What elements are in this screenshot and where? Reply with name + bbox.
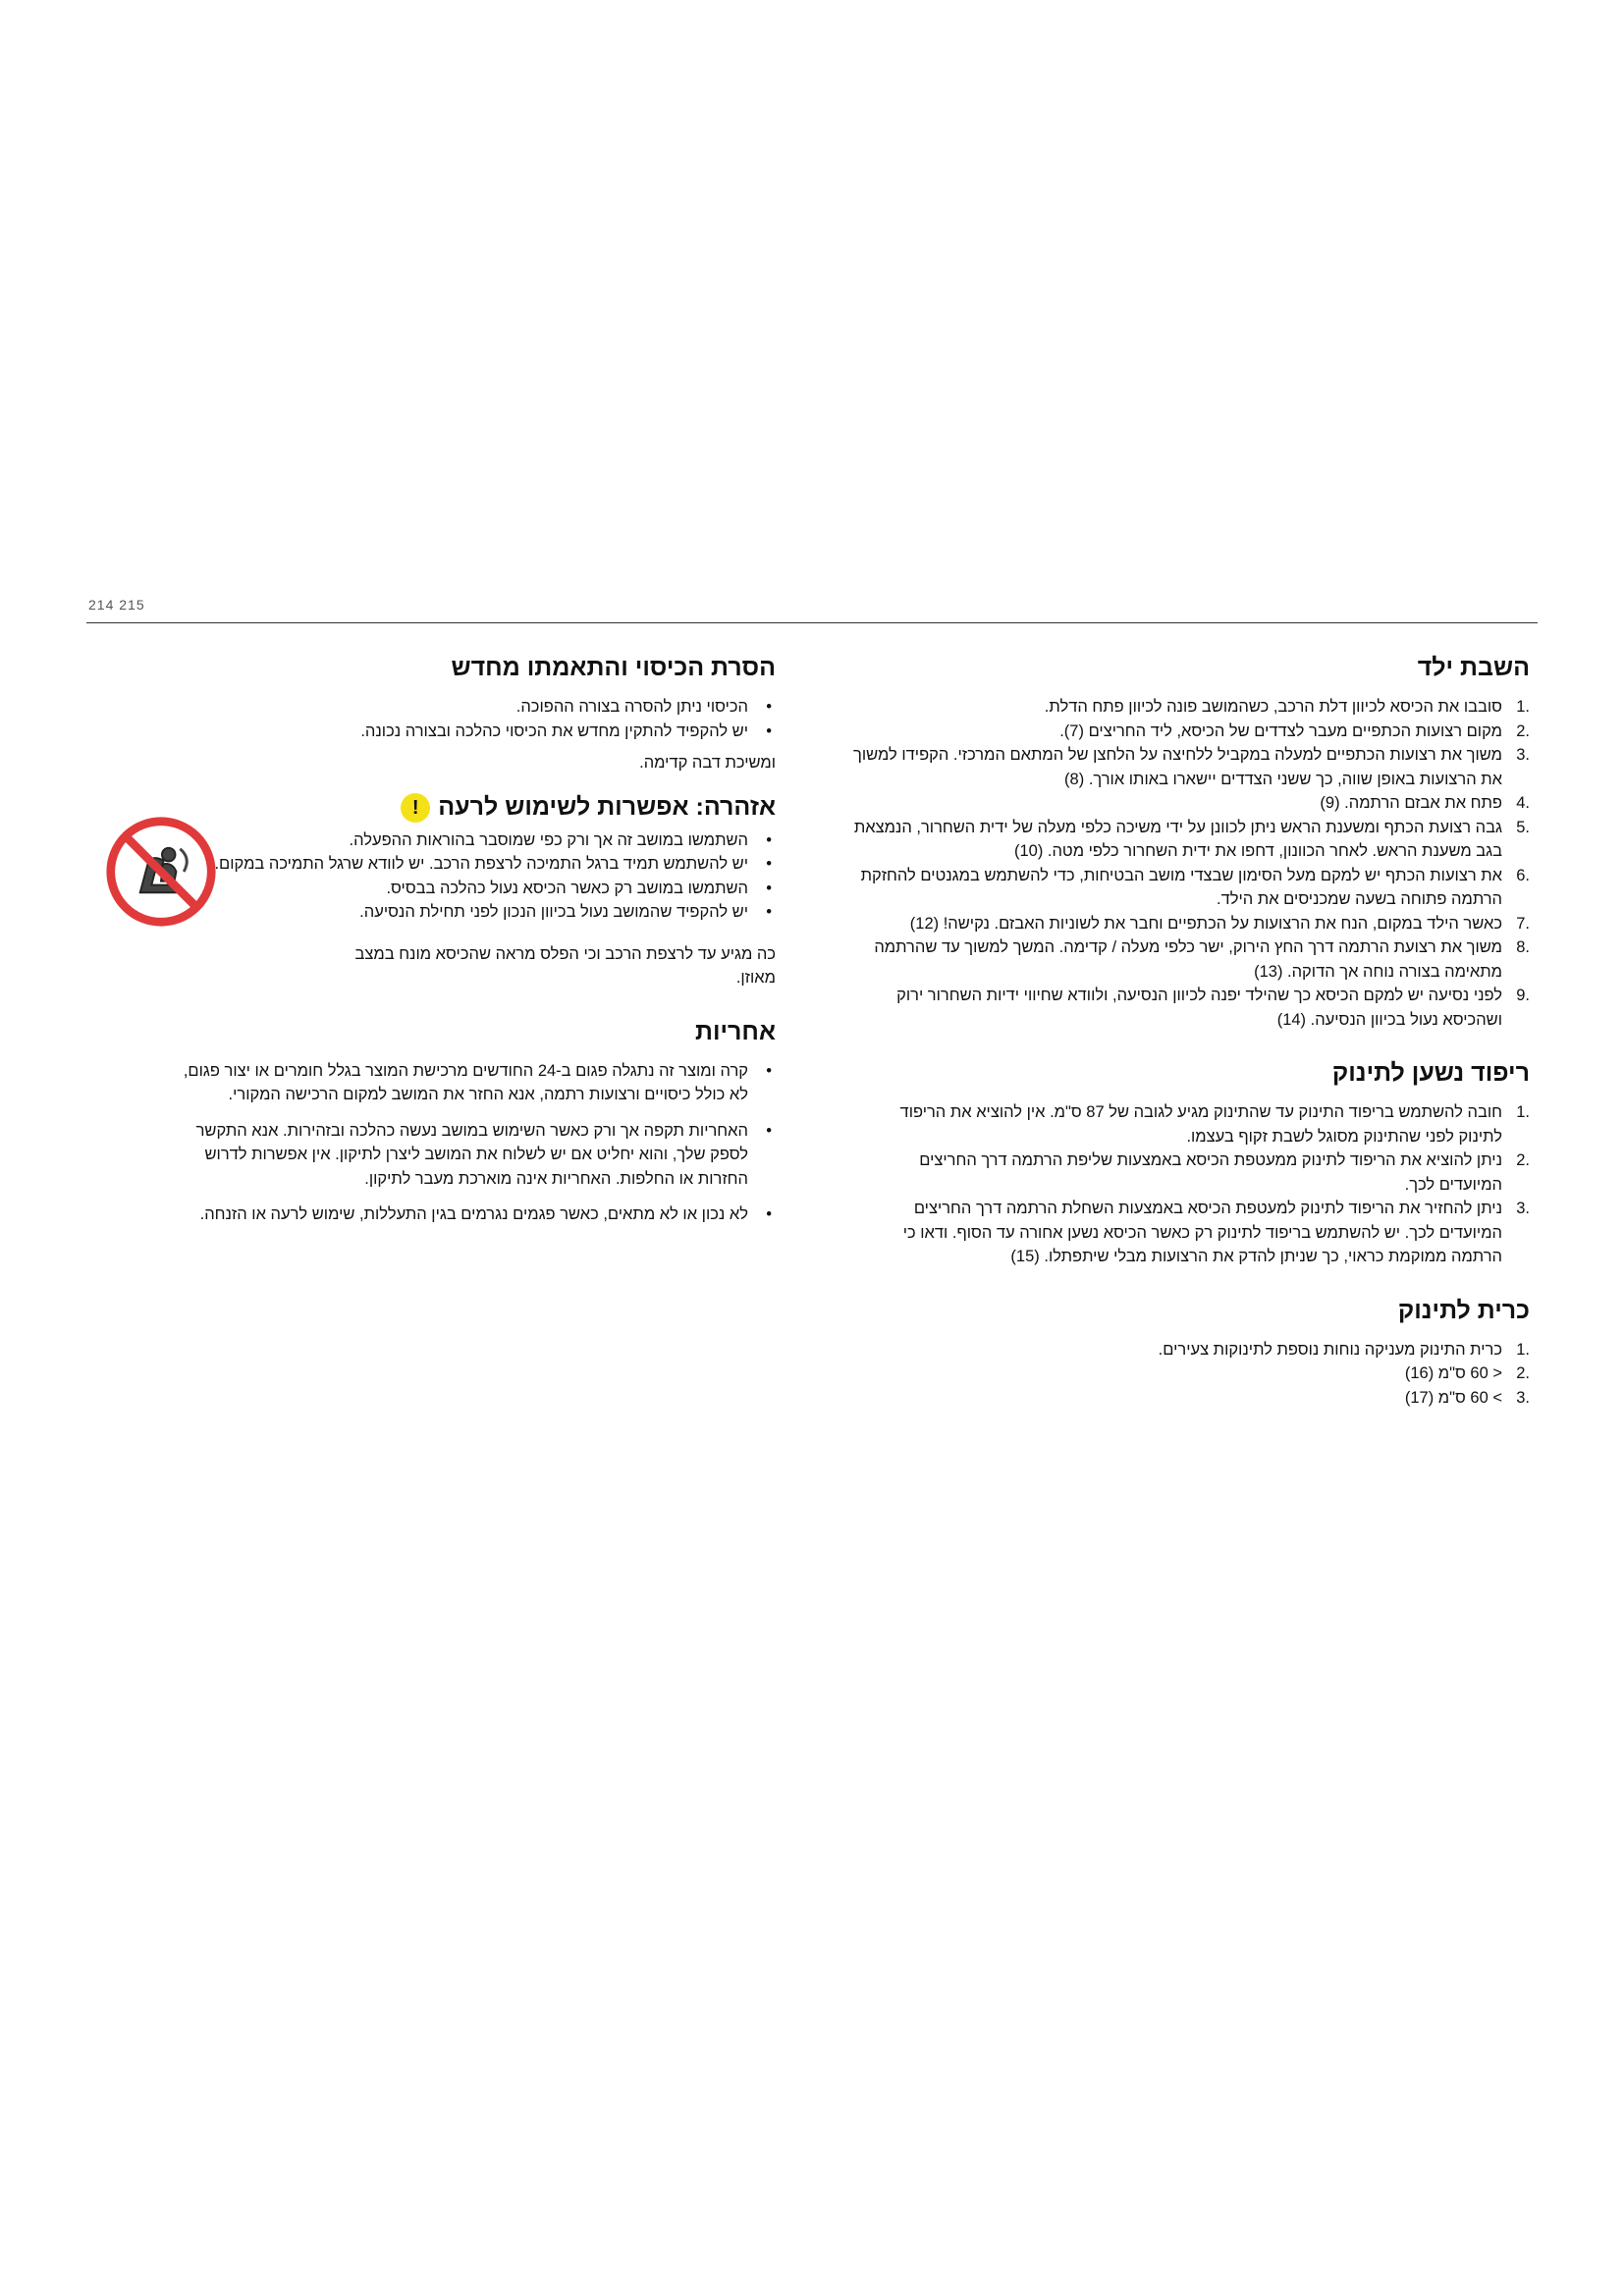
list-item: • האחריות תקפה אך ורק כאשר השימוש במושב נעשה כהלכה ובזהירות. אנא התקשר לספק שלך, והוא יחליט אם יש לשלוח את המושב ליצרן לתיקון. אין אפשרות לדרוש החזרות או החלפות. האחריות אינה מוארכת מעבר לתיקון. (195, 1121, 772, 1188)
section-cover-removal (167, 652, 776, 775)
list-item: .7 כאשר הילד במקום, הנח את הרצועות על הכתפיים וחבר את לשוניות האבזם. נקישה! (12) (909, 914, 1530, 933)
list-item: .1 סובבו את הכיסא לכיוון דלת הרכב, כשהמושב פונה לכיוון פתח הדלת. (1044, 698, 1530, 716)
list-item: .1 כרית התינוק מעניקה נוחות נוספת לתינוקות צעירים. (1158, 1340, 1530, 1359)
section-warning (167, 793, 776, 990)
list-item: • השתמשו במושב זה אך ורק כפי שמוסבר בהוראות ההפעלה. (349, 830, 772, 849)
left-column (167, 652, 776, 1227)
list-item: .1 חובה להשתמש בריפוד התינוק עד שהתינוק מגיע לגובה של 87 ס"מ. אין להוציא את הריפוד לתינוק לפני שהתינוק מסוגל לשבת זקוף בעצמו. (899, 1103, 1530, 1146)
section-seating-child (852, 652, 1530, 1032)
list-item: .3 משוך את רצועות הכתפיים למעלה במקביל ללחיצה על הלחצן של המתאם המרכזי. הקפידו למשוך את הרצועות באופן שווה, כך ששני הצדדים יישארו באותו אורך. (8) (853, 746, 1530, 788)
list-item: • הכיסוי ניתן להסרה בצורה ההפוכה. (515, 698, 772, 716)
list-item: .2 מקום רצועות הכתפיים מעבר לצדדים של הכיסא, ליד החריצים (7). (1059, 721, 1530, 740)
section-title: ריפוד נשען לתינוק (1331, 1059, 1530, 1087)
instruction-list (852, 1100, 1530, 1269)
list-item: .3 > 60 ס"מ (17) (1404, 1388, 1530, 1407)
warning-title: אזהרה: אפשרות לשימוש לרעה (438, 793, 776, 822)
bullet-list (167, 828, 776, 925)
list-item: .2 ניתן להוציא את הריפוד לתינוק ממעטפת הכיסא באמצעות שליפת הרתמה דרך החריצים המיועדים לכך. (919, 1151, 1530, 1194)
section-title: אחריות (695, 1017, 776, 1045)
instruction-list (852, 695, 1530, 1032)
warning-exclamation-icon: ! (401, 793, 430, 823)
list-item: • יש להקפיד שהמושב נעול בכיוון הנכון לפני תחילת הנסיעה. (359, 903, 772, 921)
section-infant-pillow (852, 1295, 1530, 1411)
section-title: הסרת הכיסוי והתאמתו מחדש (451, 654, 776, 681)
section-title: השבת ילד (1417, 654, 1530, 681)
list-item: • השתמשו במושב רק כאשר הכיסא נעול כהלכה בבסיס. (386, 879, 772, 897)
page-number: 214 215 (88, 597, 145, 613)
sign-caption: כה מגיע עד לרצפת הרכב וכי הפלס מראה שהכיסא מונח במצב מאוזן. (354, 944, 776, 987)
list-item: .9 לפני נסיעה יש למקם הכיסא כך שהילד יפנה לכיוון הנסיעה, ולוודא שחיווי ידיות השחרור ירוק ושהכיסא נעול בכיוון הנסיעה. (14) (896, 987, 1530, 1029)
bullet-list (167, 1059, 776, 1227)
list-item: .2 < 60 ס"מ (16) (1404, 1364, 1530, 1382)
warning-header (167, 793, 776, 823)
list-item: .8 משוך את רצועת הרתמה דרך החץ הירוק, ישר כלפי מעלה / קדימה. המשך למשוך עד שהרתמה מתאימה בצורה נוחה אך הדוקה. (13) (874, 938, 1530, 981)
section-infant-insert (852, 1057, 1530, 1269)
right-column (852, 652, 1530, 1410)
list-item: .4 פתח את אבזם הרתמה. (9) (1320, 794, 1530, 812)
list-item: .5 גבה רצועת הכתף ומשענת הראש ניתן לכוונן על ידי משיכה כלפי מעלה של ידית השחרור, הנמצאת בגב משענת הראש. לאחר הכוונון, דחפו את ידית השחרור כלפי מטה. (10) (853, 818, 1530, 860)
list-item: .6 את רצועות הכתף יש למקם מעל הסימון שבצדי מושב הבטיחות, כדי להשתמש במגנטים להחזקת הרתמה פתוחה בשעה שמכניסים את הילד. (860, 866, 1530, 908)
list-item: .3 ניתן להחזיר את הריפוד לתינוק למעטפת הכיסא באמצעות השחלת הרתמה דרך החריצים המיועדים לכך. יש להשתמש בריפוד לתינוק רק כאשר הכיסא נשען אחורה עד הסוף. ודאו כי הרתמה ממוקמת כראוי, כך שניתן להדק את הרצועות מבלי שיתפתלו. (15) (902, 1200, 1530, 1265)
header-divider (86, 622, 1538, 623)
list-item: • לא נכון או לא מתאים, כאשר פגמים נגרמים בגין התעללות, שימוש לרעה או הזנחה. (199, 1205, 772, 1223)
section-title: כרית לתינוק (1397, 1296, 1530, 1324)
removal-note: ומשיכת דבה קדימה. (639, 754, 776, 772)
prohibition-sign-icon (104, 815, 218, 929)
instruction-list (852, 1338, 1530, 1411)
list-item: • קרה ומוצר זה נתגלה פגום ב-24 החודשים מרכישת המוצר בגלל חומרים או יצור פגום, לא כולל כיסויים ורצועות רתמה, אנא החזר את המושב למקום הרכישה המקורי. (183, 1061, 772, 1103)
list-item: • יש להשתמש תמיד ברגל התמיכה לרצפת הרכב. יש לוודא שרגל התמיכה במקום. (214, 855, 772, 873)
section-warranty (167, 1016, 776, 1227)
bullet-list (167, 695, 776, 743)
list-item: • יש להקפיד להתקין מחדש את הכיסוי כהלכה ובצורה נכונה. (360, 721, 772, 740)
